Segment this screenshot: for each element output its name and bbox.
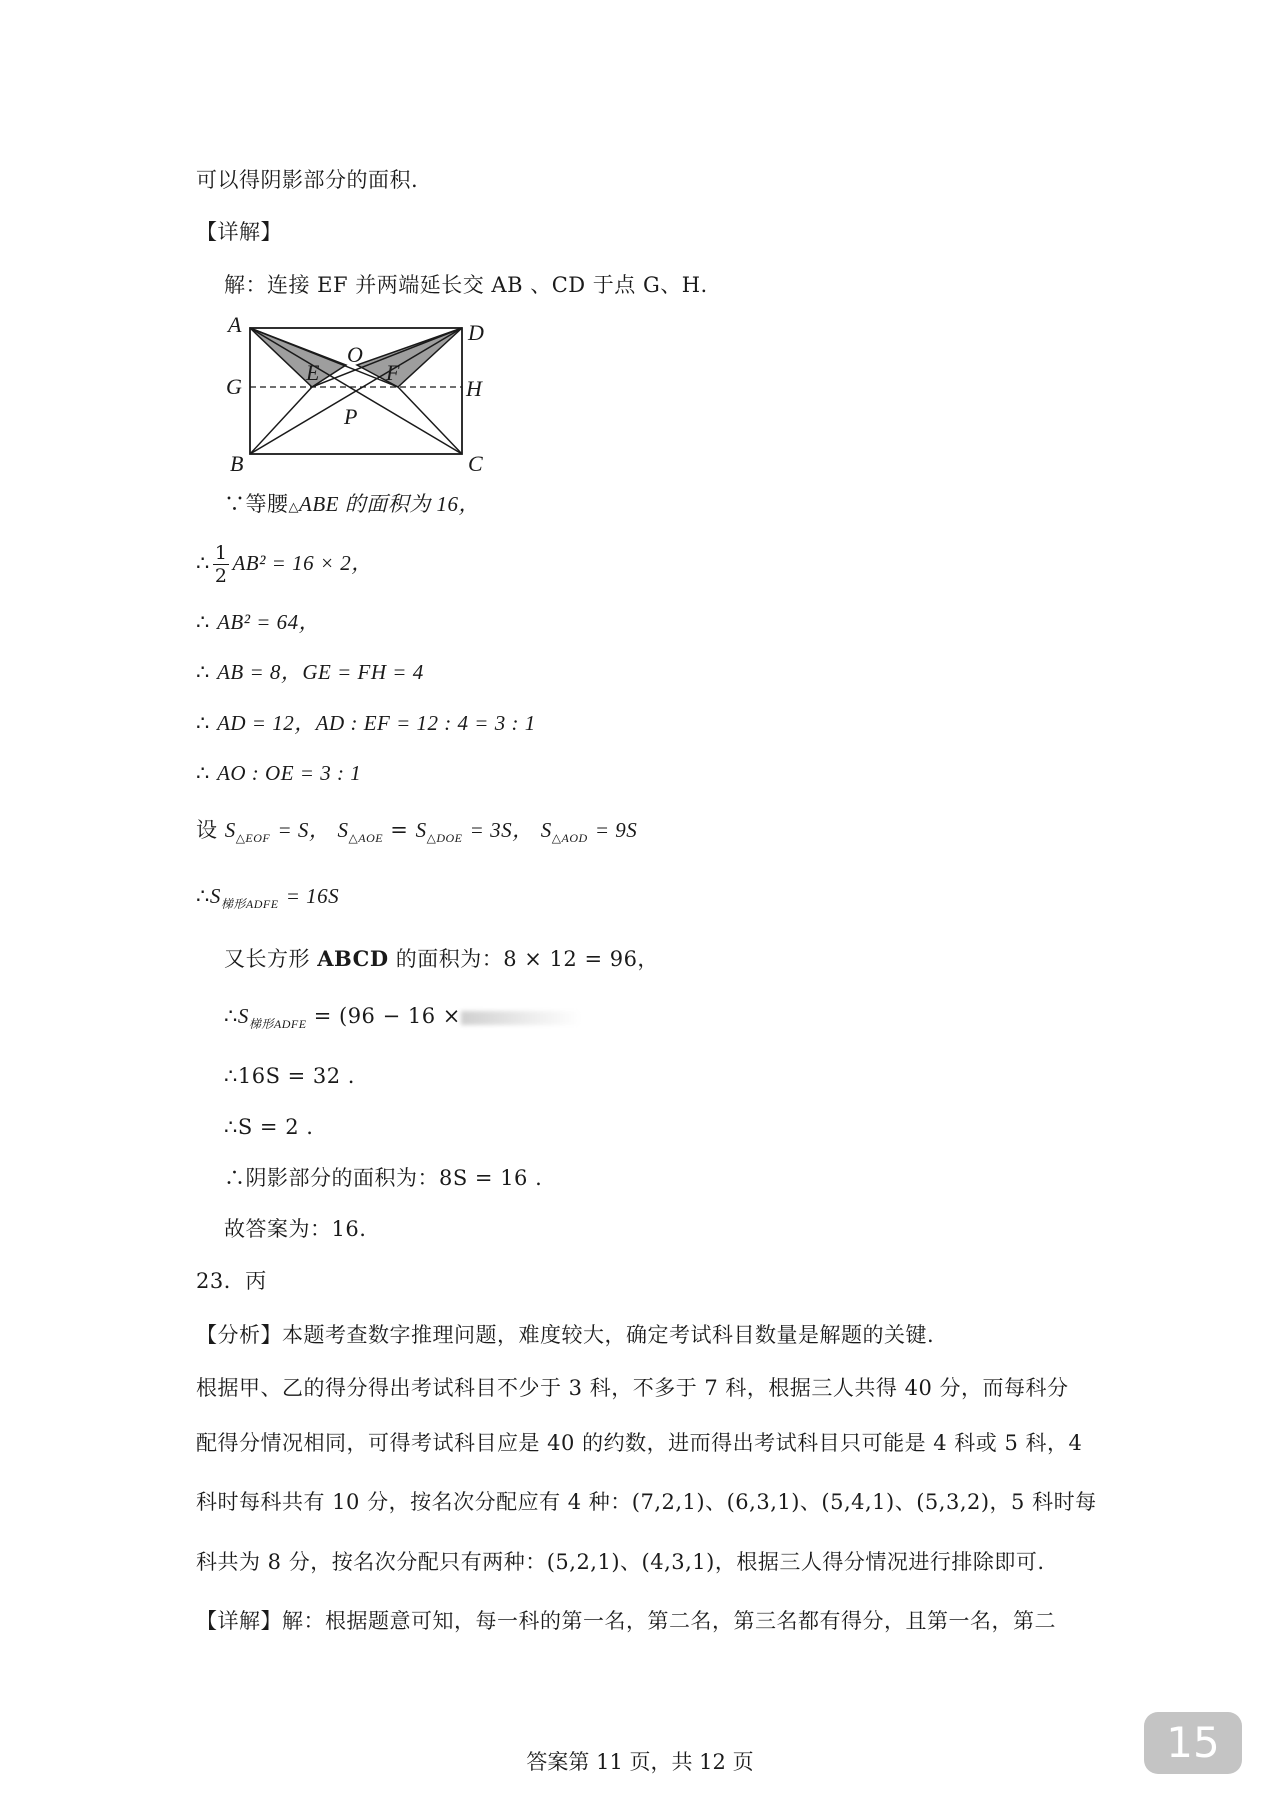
analysis-line: 【分析】本题考查数字推理问题，难度较大，确定考试科目数量是解题的关键. (196, 1323, 935, 1347)
detail-heading: 【详解】 (196, 220, 282, 244)
step-2: ∴ AB² = 64， (196, 610, 321, 634)
label-h: H (466, 376, 482, 401)
step-6-set-areas: 设 $S_{\triangle EOF} = S$， $S_{\triangle AOE} = S_{\triangle DOE} = 3S$， $S_{\triangle AOD} = 9S$ (196, 818, 638, 846)
step-9: ∴16S = 32 . (224, 1064, 355, 1088)
line-cf (398, 387, 462, 454)
label-d: D (468, 320, 484, 345)
answer-line: 故答案为：16. (224, 1217, 367, 1241)
detail-2-line: 【详解】解：根据题意可知，每一科的第一名，第二名，第三名都有得分，且第一名，第二 (196, 1609, 1056, 1633)
shaded-area-line: ∴阴影部分的面积为：8S = 16 . (224, 1166, 543, 1190)
blurred-region (461, 1011, 581, 1025)
question-23-label: 23．丙 (196, 1269, 267, 1293)
step-10: ∴S = 2 . (224, 1115, 314, 1139)
step-7: $\therefore S_{梯形ADFE} = 16S$ (196, 884, 340, 912)
label-g: G (226, 374, 242, 399)
step-8-partial: $\therefore S_{梯形ADFE} = (96 - 16$ × (224, 1002, 581, 1038)
analysis-para-1: 根据甲、乙的得分得出考试科目不少于 3 科，不多于 7 科，根据三人共得 40 分，而每科分 (196, 1376, 1069, 1400)
rect-area-line: 又长方形 ABCD 的面积为：8 × 12 = 96， (224, 946, 659, 971)
label-a: A (228, 316, 242, 337)
step-3: ∴ AB = 8，GE = FH = 4 (196, 660, 424, 684)
rect-name: ABCD (317, 946, 389, 971)
page-footer: 答案第 11 页，共 12 页 (526, 1750, 754, 1774)
analysis-para-3: 科时每科共有 10 分，按名次分配应有 4 种：(7,2,1)、(6,3,1)、(5,4,1)、(5,3,2)，5 科时每 (196, 1490, 1097, 1514)
step-1: ∴ $\frac{1}{2}$ AB² = 16 × 2， (196, 542, 373, 587)
solution-intro: 解：连接 EF 并两端延长交 AB 、CD 于点 G、H. (224, 273, 708, 297)
step-since-isosceles: ∵等腰△ABE 的面积为 16， (224, 492, 480, 516)
label-o: O (347, 342, 363, 367)
step-4: ∴ AD = 12，AD : EF = 12 : 4 = 3 : 1 (196, 711, 536, 735)
step-5: ∴ AO : OE = 3 : 1 (196, 761, 362, 785)
label-f: F (386, 360, 400, 385)
label-e: E (306, 360, 320, 385)
page-number-badge: 15 (1144, 1712, 1242, 1774)
analysis-para-2: 配得分情况相同，可得考试科目应是 40 的约数，进而得出考试科目只可能是 4 科或 5 科，4 (196, 1431, 1083, 1455)
line-be (250, 387, 312, 454)
analysis-para-4: 科共为 8 分，按名次分配只有两种：(5,2,1)、(4,3,1)，根据三人得分情况进行排除即可. (196, 1550, 1045, 1574)
intro-line: 可以得阴影部分的面积. (196, 168, 419, 192)
rectangle-diagram (226, 316, 496, 476)
label-c: C (468, 451, 483, 476)
label-p: P (344, 404, 358, 429)
label-b: B (230, 451, 244, 476)
